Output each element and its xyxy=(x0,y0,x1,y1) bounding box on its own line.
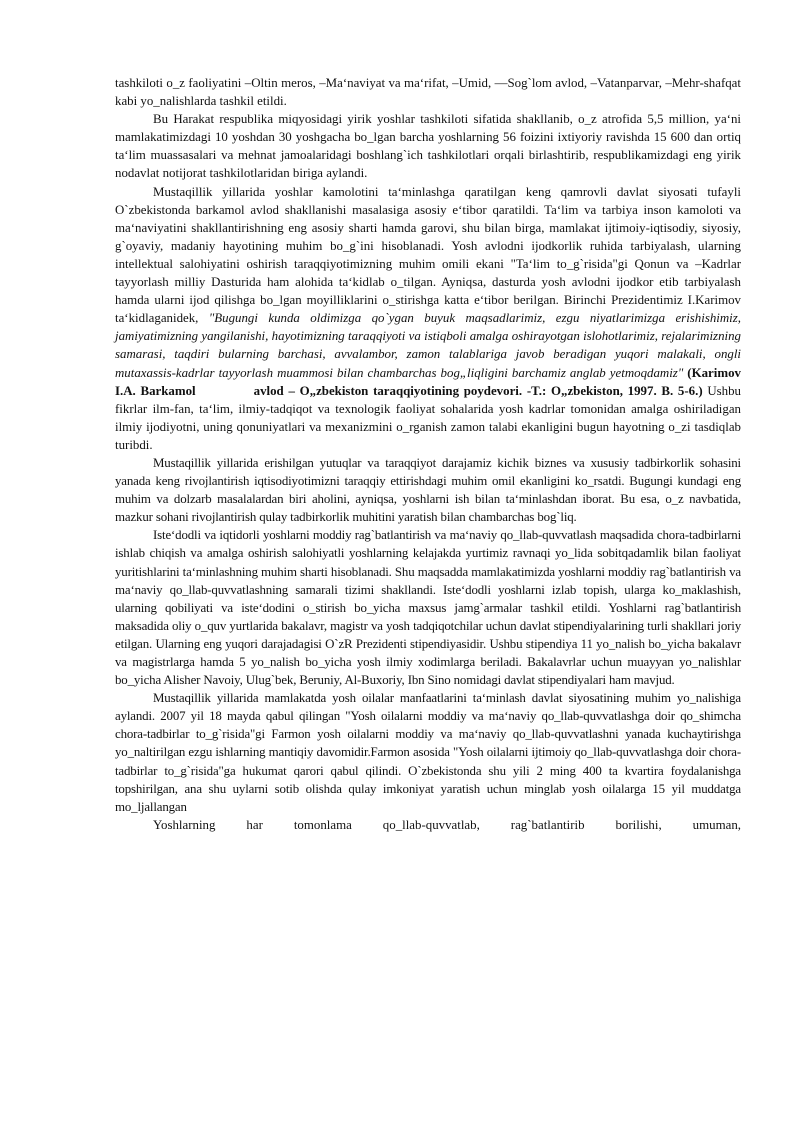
paragraph-7: Yoshlarning har tomonlama qo_llab-quvvatlab, rag`batlantirib borilishi, umuman, xyxy=(153,817,741,832)
citation-source: avlod – O„zbekiston taraqqiyotining poydevori. -T.: O„zbekiston, 1997. B. 5-6.) xyxy=(253,383,703,398)
paragraph-5: Iste‘dodli va iqtidorli yoshlarni moddiy rag`batlantirish va ma‘naviy qo_llab-quvvatlash maqsadida chora-tadbirlarni ishlab chiqish va amalga oshirish salohiyatli yoshlarning kelajakda yurtimiz ravnaqi yo_lida sobitqadamlik bilan faoliyat yuritishlarini ta‘minlashning muhim sharti hisoblanadi. Shu maqsadda mamlakatimizda yoshlarni moddiy rag`batlantirish va ma‘naviy qo_llab-quvvatlashning samarali tizimi shakllandi. Iste‘dodli yoshlarni izlab topish, ularga ko_maklashish, ularning qobiliyati va iste‘dodini o_stirish bo_yicha maxsus jamg`armalar tashkil etildi. Yoshlarni rag`batlantirish maksadida oliy o_quv yurtlarida bakalavr, magistr va yosh tadqiqotchilar uchun davlat stipendiyalarining turli shakllari joriy etilgan. Ularning eng yuqori darajadagisi O`zR Prezidenti stipendiyasidir. Ushbu stipendiya 11 yo_nalish bo_yicha bakalavr va magistrlarga hamda 5 yo_nalish bo_yicha yosh ilmiy xodimlarga beriladi. Bakalavrlar uchun muayyan yo_nalishlar bo_yicha Alisher Navoiy, Ulug`bek, Beruniy, Al-Buxoriy, Ibn Sino nomidagi davlat stipendiyalari ham mavjud. xyxy=(115,528,741,688)
paragraph-2: Bu Harakat respublika miqyosidagi yirik yoshlar tashkiloti sifatida shakllanib, o_z atrofida 5,5 million, ya‘ni mamlakatimizdagi 10 yoshdan 30 yoshgacha bo_lgan barcha yoshlarning 56 foizini ixtiyoriy ravishda 15 600 dan ortiq ta‘lim muassasalari va mehnat jamoalaridagi boshlang`ich tashkilotlari orqali birlashtirib, respublikamizdagi eng yirik nodavlat notijorat tashkilotlaridan biriga aylandi. xyxy=(115,112,741,181)
paragraph-3 xyxy=(115,183,741,454)
paragraph-1: tashkiloti o_z faoliyatini –Oltin meros, –Ma‘naviyat va ma‘rifat, –Umid, —Sog`lom avlod, –Vatanparvar, –Mehr-shafqat kabi yo_nalishlarda tashkil etildi. xyxy=(115,76,741,109)
document-page xyxy=(115,74,741,834)
president-quote: "Bugungi kunda oldimizga qo`ygan buyuk maqsadlarimiz, ezgu niyatlarimizga erishishimiz, jamiyatimizning yangilanishi, hayotimizning taraqqiyoti va istiqboli amalga oshirayotgan islohotlarimiz, rejalarimizning samarasi, taqdiri bularning barchasi, avvalambor, zamon talablariga javob beradigan yuqori malakali, ongli mutaxassis-kadrlar tayyorlash muammosi bilan chambarchas bog„liqligini barchamiz anglab yetmoqdamiz" xyxy=(115,311,741,380)
citation-author: (Karimov I.A. Barkamol xyxy=(115,365,741,398)
paragraph-4: Mustaqillik yillarida erishilgan yutuqlar va taraqqiyot darajamiz kichik biznes va xususiy tadbirkorlik sohasini yanada keng rivojlantirish iqtisodiyotimizni taraqqiy ettirishdagi muhim omil ekanligini ko_rsatdi. Bugungi kundagi eng muhim va dolzarb masalalardan biri aholini, ayniqsa, yoshlarni ish bilan ta‘minlashdan iborat. Bu esa, o_z navbatida, mazkur sohani rivojlantirish qulay tadbirkorlik muhitini yaratish bilan chambarchas bog`liq. xyxy=(115,455,741,525)
paragraph-3-outro: Ushbu fikrlar ilm-fan, ta‘lim, ilmiy-tadqiqot va texnologik faoliyat sohalarida yosh kadrlar tomonidan amalga oshiriladigan ilmiy ijodiyotni, uning qonuniyatlari va mexanizmini o_rganish zamon talabi ekanligini bugun hayotning o_zi tasdiqlab turibdi. xyxy=(115,383,741,452)
paragraph-3-intro: Mustaqillik yillarida yoshlar kamolotini ta‘minlashga qaratilgan keng qamrovli davlat siyosati tufayli O`zbekistonda barkamol avlod shakllanishi masalasiga asosiy e‘tibor qaratildi. Ta‘lim va tarbiya inson kamoloti va ma‘naviyatini shakllantirishning eng asosiy sharti hamda garovi, shu bilan birga, mamlakat ijtimoiy-iqtisodiy, siyosiy, g`oyaviy, madaniy hayotining muhim bo_g`ini hisoblanadi. Yosh avlodni ijodkorlik ruhida tarbiyalash, ularning intellektual salohiyatini oshirish taraqqiyotimizning muhim omili ekani "Ta‘lim to_g`risida"gi Qonun va –Kadrlar tayyorlash milliy Dasturida ham alohida ta‘kidlab o_tilgan. Ayniqsa, dasturda yosh avlodni ijodkor etib tarbiyalash hamda ularni ijod qilishga bo_lgan moyilliklarini o_stirishga katta e‘tibor berilgan. Birinchi Prezidentimiz I.Karimov ta‘kidlaganidek, xyxy=(115,184,741,326)
paragraph-6: Mustaqillik yillarida mamlakatda yosh oilalar manfaatlarini ta‘minlash davlat siyosatining muhim yo_nalishiga aylandi. 2007 yil 18 mayda qabul qilingan "Yosh oilalarni moddiy va ma‘naviy qo_llab-quvvatlashga doir qo_shimcha chora-tadbirlar to_g`risida"gi Farmon yosh oilalarni moddiy va ma‘naviy qo_llab-quvvatlashni yanada kuchaytirishga yo_naltirilgan ezgu ishlarning mantiqiy davomidir.Farmon asosida "Yosh oilalarni ijtimoiy qo_llab-quvvatlashga doir chora-tadbirlar to_g`risida"ga hukumat qarori qabul qilindi. O`zbekistonda shu yili 2 ming 400 ta kvartira foydalanishga topshirilgan, ana shu uylarni sotib olishda qulay imkoniyat yaratish uchun minglab yosh oilalarga 15 yil muddatga mo_ljallangan xyxy=(115,691,741,814)
